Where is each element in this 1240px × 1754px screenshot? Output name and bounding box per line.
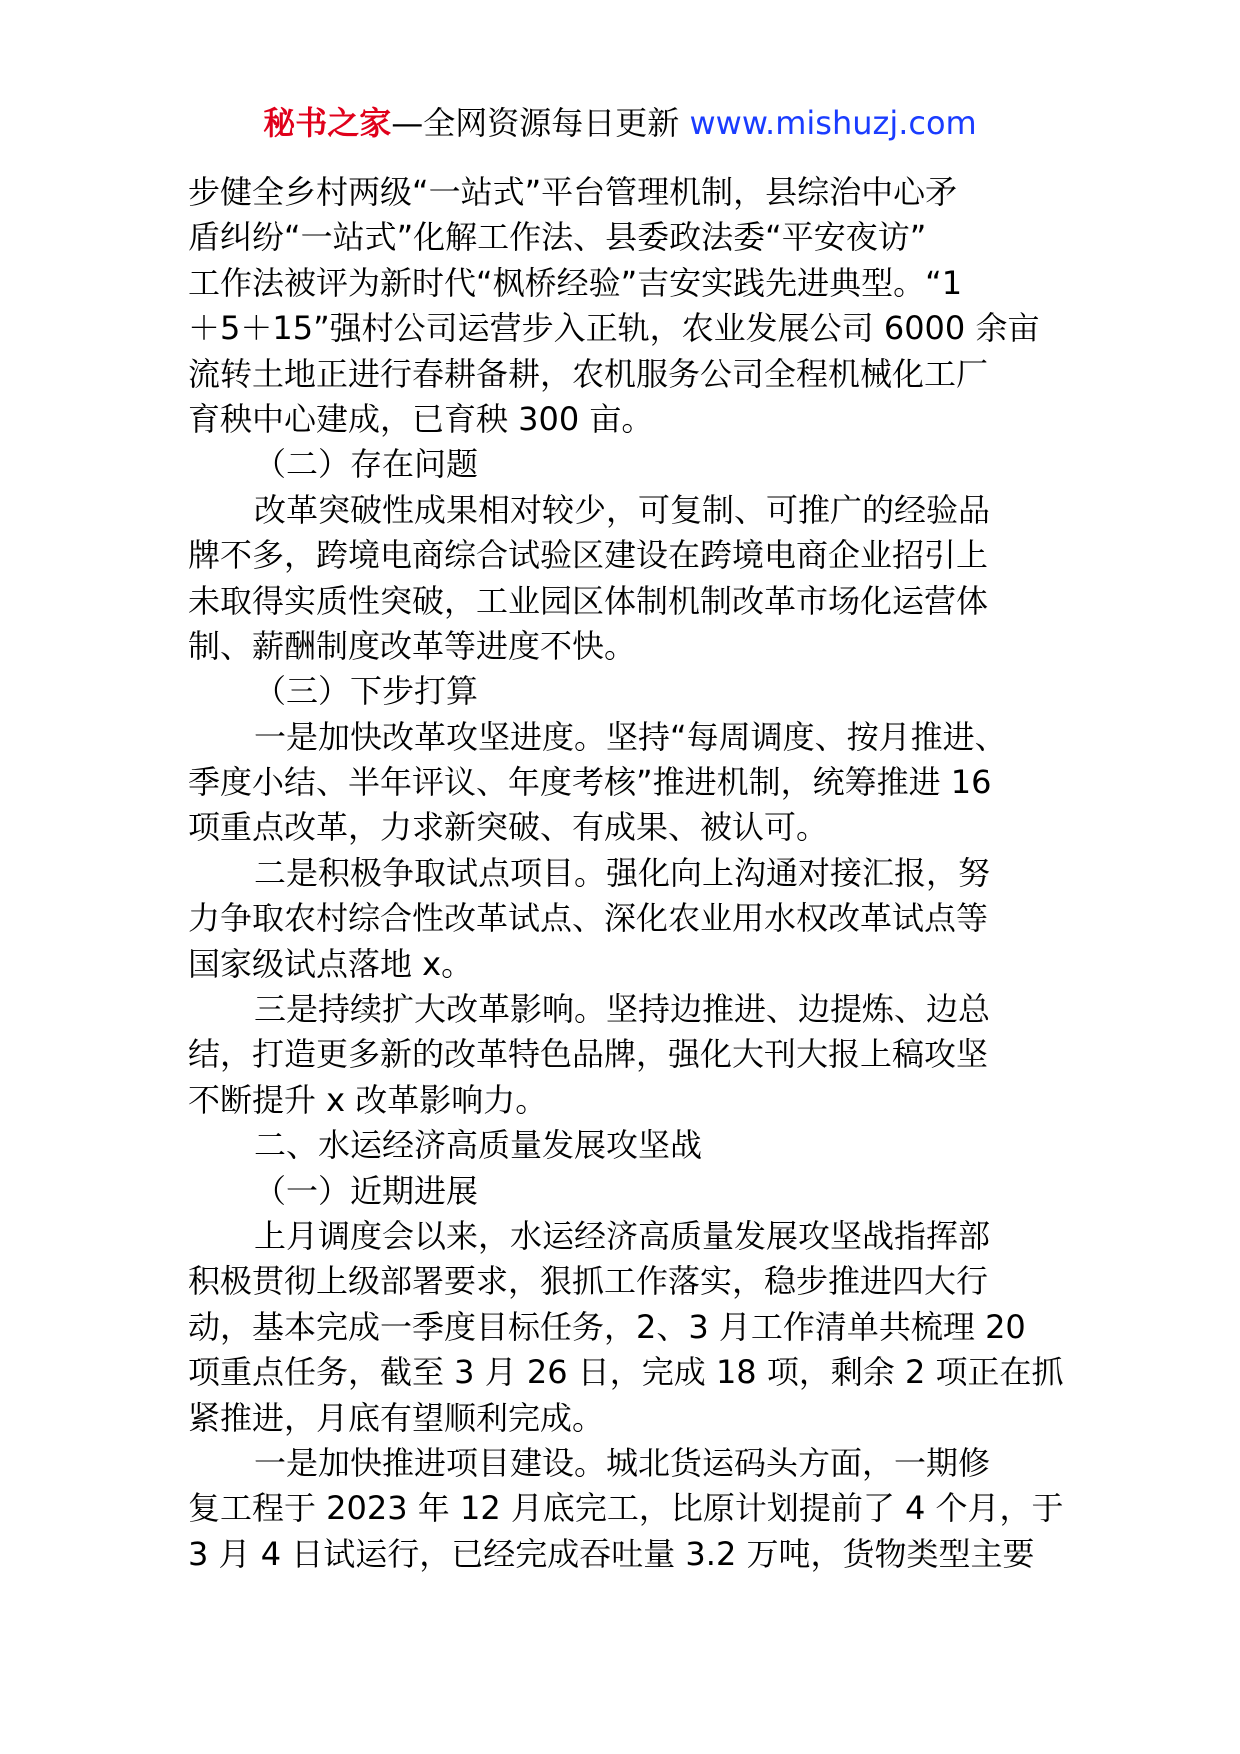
section-heading: （二）存在问题	[254, 445, 479, 484]
section-heading: （三）下步打算	[254, 672, 479, 711]
paragraph-start: 三是持续扩大改革影响。坚持边推进、边提炼、边总	[254, 990, 991, 1029]
text-line: 牌不多，跨境电商综合试验区建设在跨境电商企业招引上	[188, 536, 989, 575]
text-line: 工作法被评为新时代“枫桥经验”吉安实践先进典型。“1	[188, 263, 963, 302]
text-line: 季度小结、半年评议、年度考核”推进机制，统筹推进 16	[188, 763, 992, 802]
site-header	[0, 100, 1240, 146]
text-line: 力争取农村综合性改革试点、深化农业用水权改革试点等	[188, 899, 989, 938]
paragraph-start: 改革突破性成果相对较少，可复制、可推广的经验品	[254, 490, 991, 529]
text-line: 制、薪酬制度改革等进度不快。	[188, 626, 637, 665]
text-line: 动，基本完成一季度目标任务，2、3 月工作清单共梳理 20	[188, 1307, 1026, 1346]
text-line: 结，打造更多新的改革特色品牌，强化大刊大报上稿攻坚	[188, 1035, 989, 1074]
text-line: 3 月 4 日试运行，已经完成吞吐量 3.2 万吨，货物类型主要	[188, 1534, 1035, 1573]
text-line: 步健全乡村两级“一站式”平台管理机制，县综治中心矛	[188, 173, 958, 211]
text-line: 复工程于 2023 年 12 月底完工，比原计划提前了 4 个月，于	[188, 1489, 1064, 1528]
paragraph-start: 二是积极争取试点项目。强化向上沟通对接汇报，努	[254, 853, 991, 892]
text-line: 国家级试点落地 x。	[188, 944, 474, 983]
paragraph-start: 一是加快改革攻坚进度。坚持“每周调度、按月推进、	[254, 717, 1007, 756]
text-line: 积极贯彻上级部署要求，狠抓工作落实，稳步推进四大行	[188, 1262, 989, 1301]
document-body	[188, 170, 1068, 1577]
text-line: ＋5＋15”强村公司运营步入正轨，农业发展公司 6000 余亩	[188, 309, 1040, 348]
text-line: 项重点任务，截至 3 月 26 日，完成 18 项，剩余 2 项正在抓	[188, 1353, 1064, 1392]
text-line: 不断提升 x 改革影响力。	[188, 1080, 548, 1119]
paragraph-start: 上月调度会以来，水运经济高质量发展攻坚战指挥部	[254, 1216, 991, 1255]
text-line: 盾纠纷“一站式”化解工作法、县委政法委“平安夜访”	[188, 218, 927, 257]
site-url-link[interactable]: www.mishuzj.com	[689, 104, 977, 142]
section-heading: （一）近期进展	[254, 1171, 479, 1210]
text-line: 紧推进，月底有望顺利完成。	[188, 1398, 605, 1437]
brand-name: 秘书之家	[263, 104, 392, 142]
text-line: 育秧中心建成，已育秧 300 亩。	[188, 399, 654, 438]
text-line: 流转土地正进行春耕备耕，农机服务公司全程机械化工厂	[188, 354, 989, 393]
text-line: 未取得实质性突破，工业园区体制机制改革市场化运营体	[188, 581, 989, 620]
text-line: 项重点改革，力求新突破、有成果、被认可。	[188, 808, 829, 847]
header-tagline: —全网资源每日更新	[391, 104, 690, 142]
paragraph-start: 一是加快推进项目建设。城北货运码头方面，一期修	[254, 1443, 991, 1482]
chapter-heading: 二、水运经济高质量发展攻坚战	[254, 1126, 703, 1165]
